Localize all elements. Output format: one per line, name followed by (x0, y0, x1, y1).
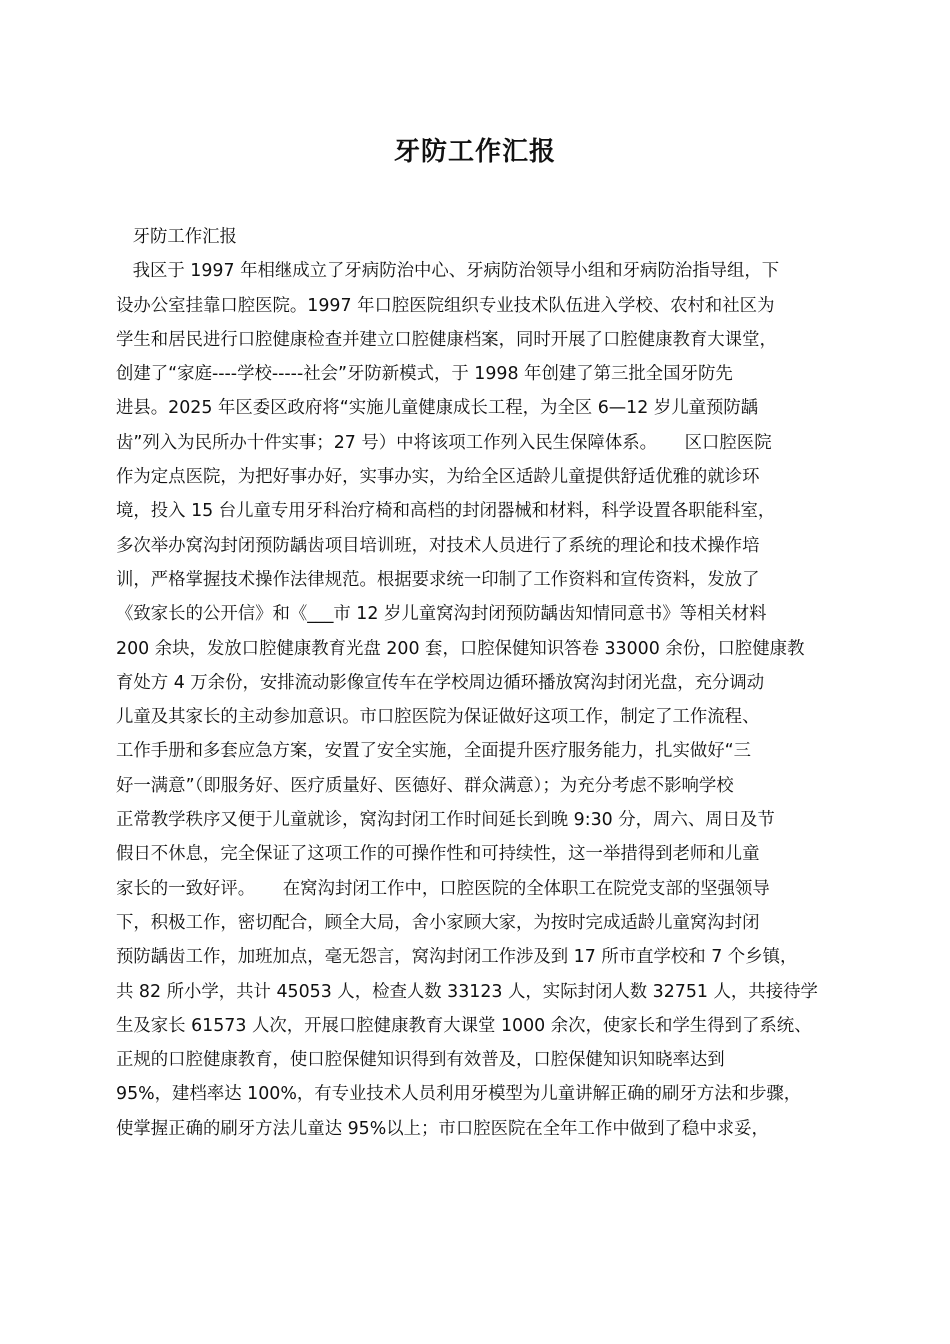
text-line: 好一满意”（即服务好、医疗质量好、医德好、群众满意）；为充分考虑不影响学校 (116, 775, 734, 796)
text-line: 齿”列入为民所办十件实事；27 号）中将该项工作列入民生保障体系。 区口腔医院 (116, 432, 772, 453)
document-body (116, 220, 836, 1146)
text-line: 正规的口腔健康教育，使口腔保健知识得到有效普及，口腔保健知识知晓率达到 (116, 1050, 725, 1071)
text-line: 学生和居民进行口腔健康检查并建立口腔健康档案，同时开展了口腔健康教育大课堂， (116, 329, 777, 350)
text-line: 育处方 4 万余份，安排流动影像宣传车在学校周边循环播放窝沟封闭光盘，充分调动 (116, 672, 765, 693)
text-line: 训，严格掌握技术操作法律规范。根据要求统一印制了工作资料和宣传资料，发放了 (116, 569, 760, 590)
text-line: 正常教学秩序又便于儿童就诊，窝沟封闭工作时间延长到晚 9:30 分，周六、周日及节 (116, 810, 775, 831)
text-line: 200 余块，发放口腔健康教育光盘 200 套，口腔保健知识答卷 33000 余份，口腔健康教 (116, 638, 805, 659)
text-line: 牙防工作汇报 (116, 227, 237, 247)
text-line: 使掌握正确的刷牙方法儿童达 95%以上；市口腔医院在全年工作中做到了稳中求妥， (116, 1118, 769, 1139)
text-line: 预防龋齿工作，加班加点，毫无怨言，窝沟封闭工作涉及到 17 所市直学校和 7 个乡镇， (116, 947, 798, 968)
text-line: 《致家长的公开信》和《___市 12 岁儿童窝沟封闭预防龋齿知情同意书》等相关材料 (116, 604, 767, 625)
text-line: 境，投入 15 台儿童专用牙科治疗椅和高档的封闭器械和材料，科学设置各职能科室， (116, 501, 776, 522)
text-line: 作为定点医院，为把好事办好，实事办实，为给全区适龄儿童提供舒适优雅的就诊环 (116, 467, 760, 488)
text-line: 多次举办窝沟封闭预防龋齿项目培训班，对技术人员进行了系统的理论和技术操作培 (116, 535, 760, 556)
text-line: 儿童及其家长的主动参加意识。市口腔医院为保证做好这项工作，制定了工作流程、 (116, 707, 760, 728)
text-line: 下，积极工作，密切配合，顾全大局，舍小家顾大家，为按时完成适龄儿童窝沟封闭 (116, 912, 760, 933)
text-line: 家长的一致好评。 在窝沟封闭工作中，口腔医院的全体职工在院党支部的坚强领导 (116, 878, 770, 899)
text-line: 工作手册和多套应急方案，安置了安全实施，全面提升医疗服务能力，扎实做好“三 (116, 741, 752, 762)
text-line: 进县。2025 年区委区政府将“实施儿童健康成长工程，为全区 6—12 岁儿童预防龋 (116, 398, 759, 419)
text-line: 生及家长 61573 人次，开展口腔健康教育大课堂 1000 余次，使家长和学生得到了系统、 (116, 1015, 812, 1036)
document-title: 牙防工作汇报 (393, 137, 556, 167)
text-line: 设办公室挂靠口腔医院。1997 年口腔医院组织专业技术队伍进入学校、农村和社区为 (116, 295, 775, 316)
text-line: 假日不休息，完全保证了这项工作的可操作性和可持续性，这一举措得到老师和儿童 (116, 844, 760, 865)
text-line: 我区于 1997 年相继成立了牙病防治中心、牙病防治领导小组和牙病防治指导组，下 (116, 261, 780, 282)
text-line: 创建了“家庭----学校-----社会”牙防新模式，于 1998 年创建了第三批全国牙防先 (116, 364, 733, 385)
text-line: 共 82 所小学，共计 45053 人，检查人数 33123 人，实际封闭人数 32751 人，共接待学 (116, 981, 818, 1002)
text-line: 95%，建档率达 100%，有专业技术人员利用牙模型为儿童讲解正确的刷牙方法和步骤， (116, 1084, 802, 1105)
